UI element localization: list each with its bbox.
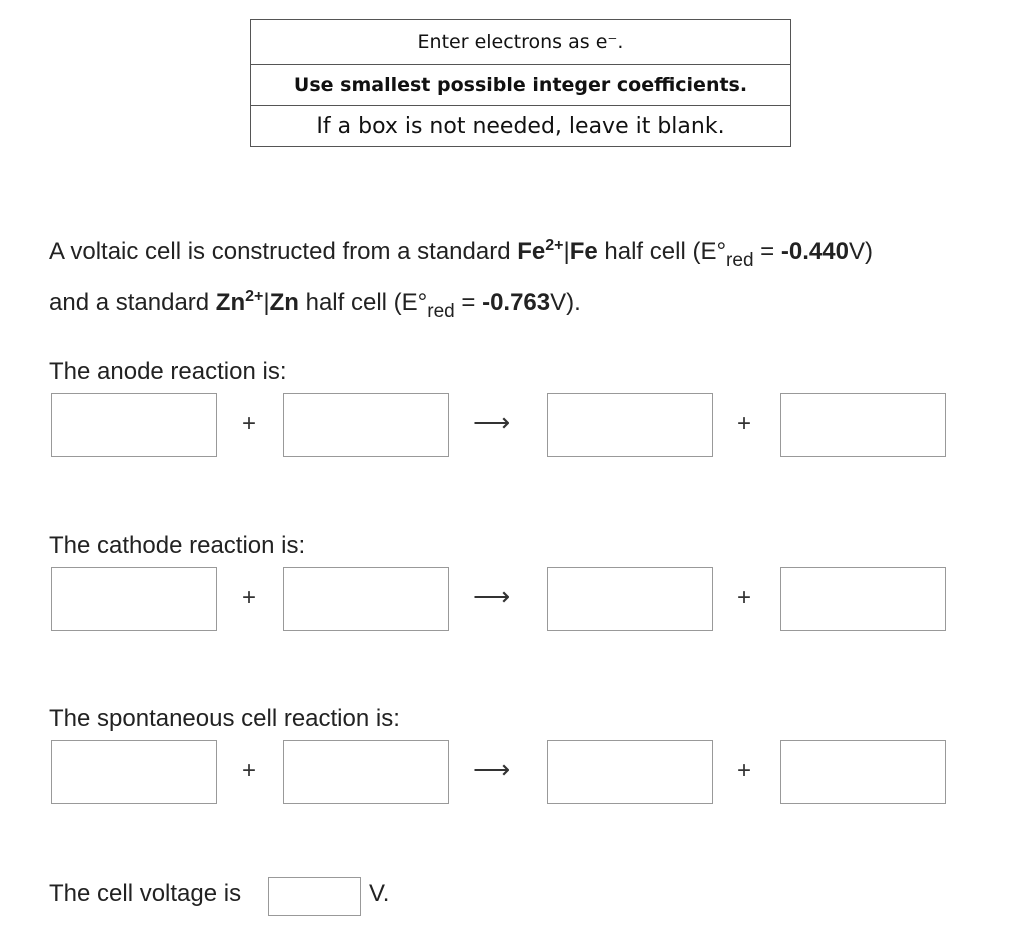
zn-ion: $Zn^{2+}$ <box>215 288 264 316</box>
cathode-label: The cathode reaction is: <box>49 532 306 559</box>
instruction-electrons: Enter electrons as e⁻. <box>251 20 791 65</box>
voltage-unit: V. <box>369 880 390 907</box>
cell-product-2-input[interactable] <box>780 740 946 804</box>
instruction-coefficients: Use smallest possible integer coefficients. <box>251 65 791 106</box>
cell-voltage-input[interactable] <box>268 877 361 916</box>
plus-sign: + <box>737 584 752 611</box>
spontaneous-label: The spontaneous cell reaction is: <box>49 705 400 732</box>
cathode-reactant-2-input[interactable] <box>283 567 449 631</box>
fe-ion: $Fe^{2+}$ <box>517 237 564 265</box>
reaction-arrow-icon: ⟶ <box>473 581 511 611</box>
anode-product-1-input[interactable] <box>547 393 713 457</box>
problem-statement <box>49 226 873 328</box>
plus-sign: + <box>242 584 257 611</box>
instruction-blank: If a box is not needed, leave it blank. <box>251 106 791 147</box>
fe-potential: -0.440 <box>780 238 849 265</box>
cathode-product-1-input[interactable] <box>547 567 713 631</box>
plus-sign: + <box>242 757 257 784</box>
cell-reactant-2-input[interactable] <box>283 740 449 804</box>
anode-product-2-input[interactable] <box>780 393 946 457</box>
plus-sign: + <box>737 757 752 784</box>
statement-line-2: and a standard $Zn^{2+}|Zn$ half cell $(E^\circ_{red} = -0.763V)$. <box>49 288 581 322</box>
voltage-label: The cell voltage is <box>49 880 242 907</box>
fe-metal: Fe <box>569 238 598 265</box>
cathode-product-2-input[interactable] <box>780 567 946 631</box>
plus-sign: + <box>737 410 752 437</box>
instructions-table <box>250 19 791 147</box>
zn-metal: Zn <box>269 289 299 316</box>
anode-label: The anode reaction is: <box>49 358 287 385</box>
reaction-arrow-icon: ⟶ <box>473 407 511 437</box>
anode-reactant-2-input[interactable] <box>283 393 449 457</box>
cathode-reactant-1-input[interactable] <box>51 567 217 631</box>
plus-sign: + <box>242 410 257 437</box>
cell-reactant-1-input[interactable] <box>51 740 217 804</box>
reaction-arrow-icon: ⟶ <box>473 754 511 784</box>
cell-product-1-input[interactable] <box>547 740 713 804</box>
anode-reactant-1-input[interactable] <box>51 393 217 457</box>
zn-potential: -0.763 <box>482 289 551 316</box>
statement-line-1: A voltaic cell is constructed from a standard $Fe^{2+}|Fe$ half cell $(E^\circ_{red} = -0.440V)$ <box>49 237 873 271</box>
